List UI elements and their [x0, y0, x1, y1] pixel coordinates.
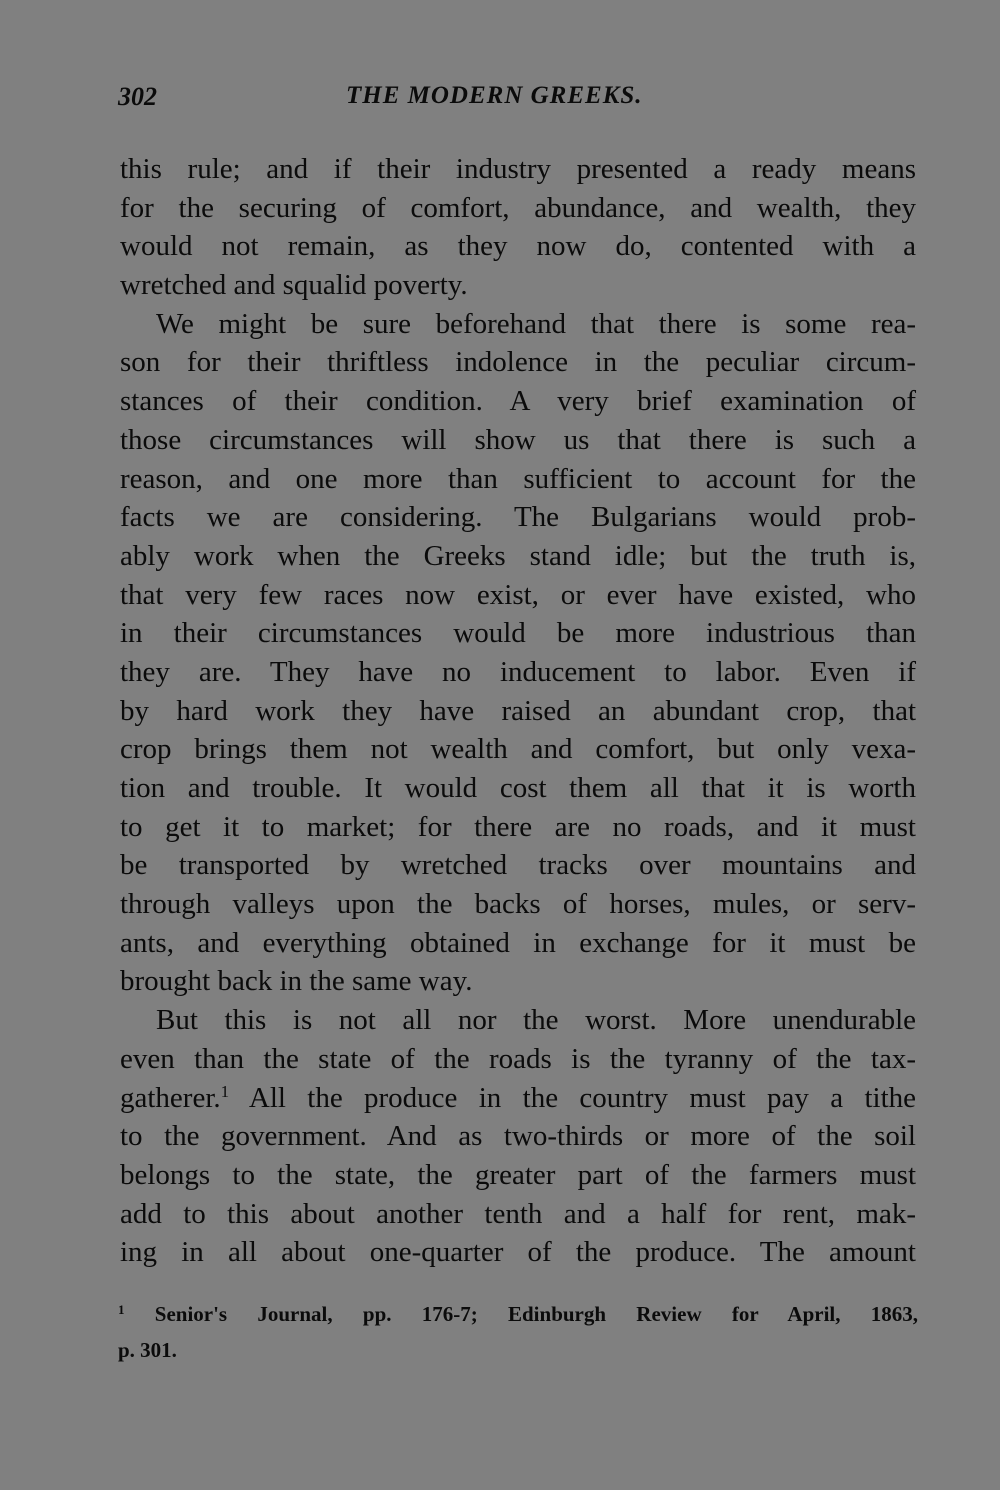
text-line: brought back in the same way.: [120, 965, 473, 998]
text-line: tion and trouble. It would cost them all that it is worth: [120, 772, 916, 804]
text-line: ing in all about one-quarter of the produce. The amount: [120, 1236, 916, 1269]
page-header: [118, 82, 918, 116]
text-line: be transported by wretched tracks over mountains and: [120, 849, 916, 882]
footnote-line: p. 301.: [118, 1338, 177, 1362]
text-line: facts we are considering. The Bulgarians would prob-: [120, 501, 916, 534]
text-line: to the government. And as two-thirds or more of the soil: [120, 1120, 916, 1153]
text-line: even than the state of the roads is the tyranny of the tax-: [120, 1042, 916, 1075]
page-number: 302: [118, 82, 157, 111]
footnote-reference: 1: [220, 1081, 230, 1101]
text-line: stances of their condition. A very brief examination of: [120, 385, 916, 418]
text-line: that very few races now exist, or ever have existed, who: [120, 578, 916, 611]
footnote: [118, 1296, 918, 1368]
text-line-with-footnote-ref: [120, 1079, 916, 1118]
text-line: this rule; and if their industry presented a ready means: [120, 153, 916, 185]
running-title: THE MODERN GREEKS.: [346, 82, 643, 109]
text-line: crop brings them not wealth and comfort, but only vexa-: [120, 733, 916, 766]
text-line: by hard work they have raised an abundant crop, that: [120, 694, 916, 727]
text-line: in their circumstances would be more industrious than: [120, 617, 916, 650]
text-line: son for their thriftless indolence in the peculiar circum-: [120, 346, 916, 379]
text-line: to get it to market; for there are no roads, and it must: [120, 810, 916, 843]
text-line: those circumstances will show us that there is such a: [120, 423, 916, 456]
paragraph-start-line: We might be sure beforehand that there is some rea-: [156, 307, 916, 340]
text-line: wretched and squalid poverty.: [120, 269, 468, 302]
text-line: add to this about another tenth and a half for rent, mak-: [120, 1197, 916, 1230]
text-fragment: All the produce in the country must pay a tithe: [229, 1081, 916, 1114]
footnote-marker: 1: [118, 1302, 125, 1317]
text-line: ants, and everything obtained in exchange for it must be: [120, 926, 916, 959]
paragraph-start-line: But this is not all nor the worst. More unendurable: [156, 1004, 916, 1037]
text-line: through valleys upon the backs of horses, mules, or serv-: [120, 888, 916, 921]
text-line: they are. They have no inducement to labor. Even if: [120, 655, 916, 688]
text-line: reason, and one more than sufficient to account for the: [120, 462, 916, 495]
footnote-line: [118, 1296, 918, 1332]
text-line: for the securing of comfort, abundance, and wealth, they: [120, 191, 916, 224]
footnote-text: Senior's Journal, pp. 176-7; Edinburgh Review for April, 1863,: [154, 1302, 918, 1326]
text-fragment: gatherer.: [120, 1081, 221, 1114]
body-text: [120, 150, 916, 1272]
text-line: ably work when the Greeks stand idle; but the truth is,: [120, 539, 916, 572]
text-line: belongs to the state, the greater part of the farmers must: [120, 1158, 916, 1191]
text-line: would not remain, as they now do, contented with a: [120, 230, 916, 263]
